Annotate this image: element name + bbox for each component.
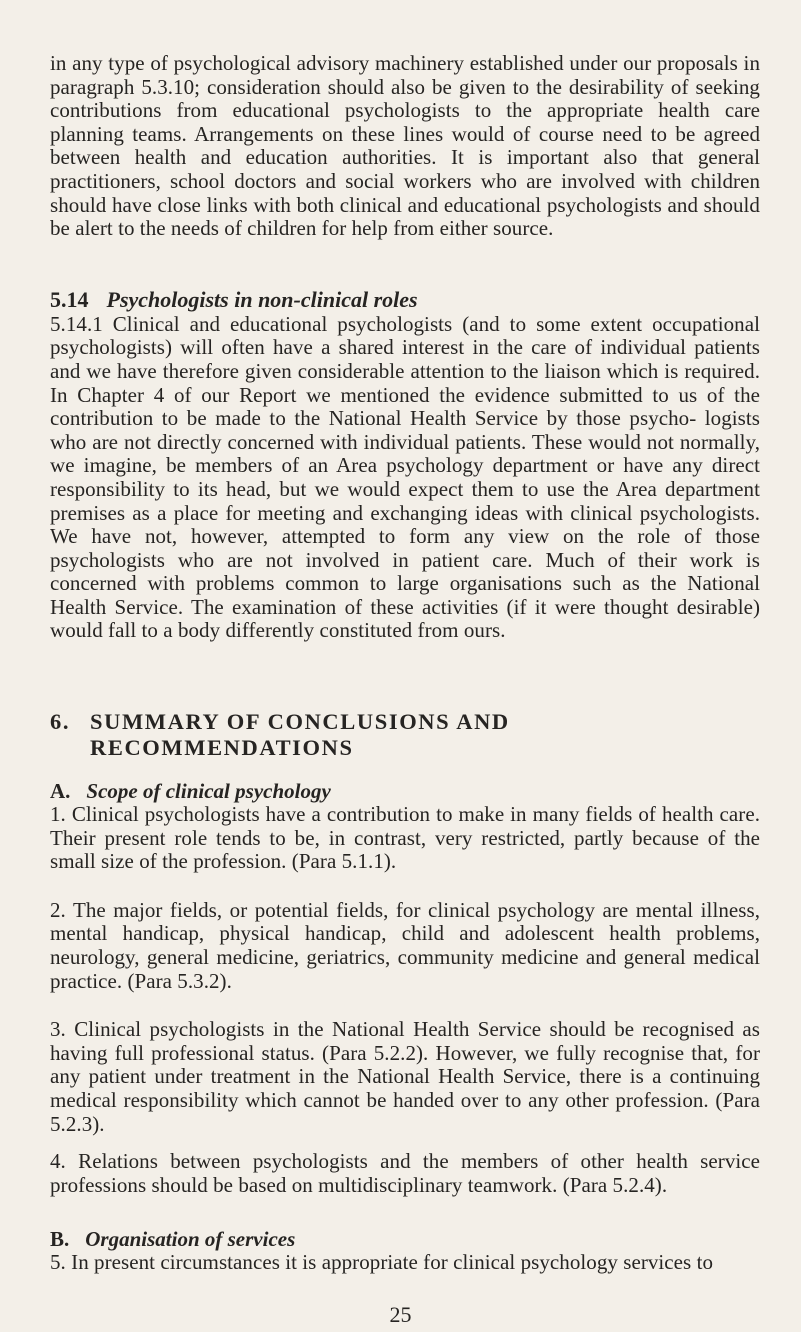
subsection-letter: A. <box>50 779 71 804</box>
section-5-14-heading <box>50 287 760 313</box>
section-title: Psychologists in non-clinical roles <box>106 286 418 312</box>
section-number: 6. <box>50 709 71 735</box>
section-6-heading <box>50 709 760 761</box>
page-number: 25 <box>389 1302 412 1327</box>
subsection-letter: B. <box>50 1227 70 1252</box>
recommendation-2: 2. The major fields, or potential fields, for clinical psychology are mental illness, mental handicap, physical handicap, child and adolescent health problems, neurology, general medicine, geriatrics, community medicine and general medical practice. (Para 5.3.2). <box>50 897 760 993</box>
subsection-a-heading <box>50 779 760 803</box>
intro-paragraph: in any type of psychological advisory machinery established under our proposals in paragraph 5.3.10; consideration should also be given to the desirability of seeking contributions from educational psychologists to the appropriate health care planning teams. Arrangements on these lines would of course need to be agreed between health and education authorities. It is important also that general practitioners, school doctors and social workers who are involved with children should have close links with both clinical and educational psychologists and should be alert to the needs of children for help from either source. <box>50 51 760 241</box>
subsection-title: Scope of clinical psychology <box>86 779 331 804</box>
section-title: SUMMARY OF CONCLUSIONS AND RECOMMENDATIONS <box>90 709 510 761</box>
recommendation-1: 1. Clinical psychologists have a contribution to make in many fields of health care. Their present role tends to be, in contrast, very restricted, partly because of the small size of the profession. (Para 5.1.1). <box>50 802 760 874</box>
subsection-b-heading <box>50 1227 760 1251</box>
recommendation-5: 5. In present circumstances it is appropriate for clinical psychology services to <box>50 1250 714 1275</box>
document-page <box>50 52 760 1275</box>
recommendation-3: 3. Clinical psychologists in the National Health Service should be recognised as having full professional status. (Para 5.2.2). However, we fully recognise that, for any patient under treatment in the National Health Service, there is a continuing medical responsibility which cannot be handed over to any other profession. (Para 5.2.3). <box>50 1017 760 1136</box>
paragraph-5-14-1: 5.14.1 Clinical and educational psychologists (and to some extent occupational psychologists) will often have a shared interest in the care of individual patients and we have therefore given considerable attention to the liaison which is required. In Chapter 4 of our Report we mentioned the evidence submitted to us of the contribution to be made to the National Health Service by those psycho- logists who are not directly concerned with individual patients. These would not normally, we imagine, be members of an Area psychology department or have any direct responsibility to its head, but we would expect them to use the Area department premises as a place for meeting and exchanging ideas with clinical psychologists. We have not, however, attempted to form any view on the role of those psychologists who are not involved in patient care. Much of their work is concerned with problems common to large organisations such as the National Health Service. The examination of these activities (if it were thought desirable) would fall to a body differently constituted from ours. <box>50 311 760 643</box>
section-number: 5.14 <box>50 286 89 312</box>
recommendation-4: 4. Relations between psychologists and the members of other health service professions should be based on multidisciplinary teamwork. (Para 5.2.4). <box>50 1149 760 1197</box>
subsection-title: Organisation of services <box>85 1227 296 1252</box>
